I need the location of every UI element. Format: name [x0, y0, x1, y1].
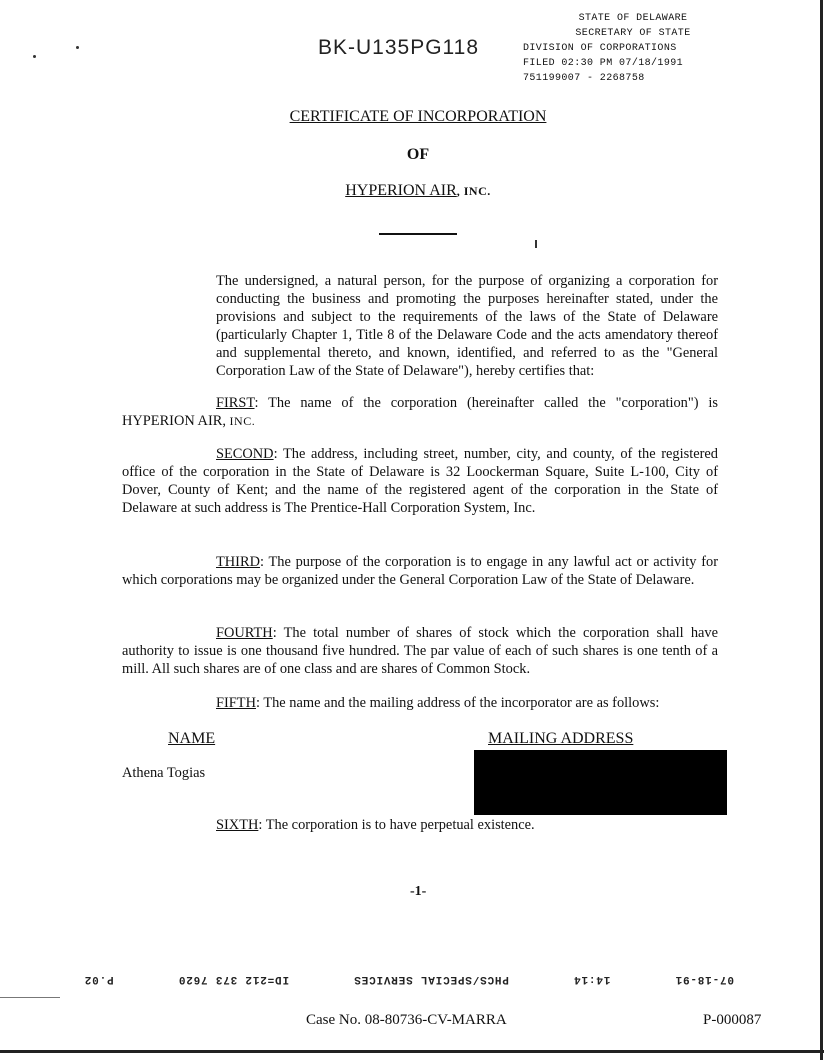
fax-page: P.02 — [84, 973, 114, 985]
bates-number: P-000087 — [703, 1012, 762, 1028]
fax-sender: PHCS/SPECIAL SERVICES — [353, 973, 509, 985]
address-column-header: MAILING ADDRESS — [488, 730, 634, 747]
article-suffix: INC. — [229, 414, 256, 428]
article-second — [122, 445, 718, 517]
intro-text: The undersigned, a natural person, for the purpose of organizing a corporation for conducting the business and promoting the purposes hereinafter stated, under the provisions and subject to the requirements of the laws of the State of Delaware (particularly Chapter 1, Title 8 of the Delaware Code and the acts amendatory thereof and supplemental thereto, and known, identified, and referred to as the "General Corporation Law of the State of Delaware"), hereby certifies that: — [216, 273, 718, 379]
article-fourth — [122, 624, 718, 678]
fax-id: ID=212 373 7620 — [178, 973, 290, 985]
stamp-line: DIVISION OF CORPORATIONS — [523, 43, 677, 54]
case-number: Case No. 08-80736-CV-MARRA — [306, 1012, 507, 1028]
article-fifth — [122, 694, 718, 712]
stamp-line: FILED 02:30 PM 07/18/1991 — [523, 58, 684, 69]
article-first-text — [122, 394, 718, 430]
article-body: : The corporation is to have perpetual existence. — [258, 817, 535, 833]
name-column-header: NAME — [168, 730, 216, 747]
article-first — [122, 394, 718, 430]
article-label: THIRD — [216, 554, 260, 570]
fax-date: 07-18-91 — [674, 973, 734, 985]
scan-speck — [33, 55, 36, 58]
article-fourth-text — [122, 624, 718, 678]
article-body: : The name of the corporation (hereinafter called the "corporation") is HYPERION AIR, — [122, 395, 718, 429]
article-body: : The name and the mailing address of the incorporator are as follows: — [255, 695, 660, 711]
company-title — [0, 182, 824, 200]
scan-speck — [535, 240, 537, 248]
company-suffix: , INC. — [456, 184, 491, 198]
article-third — [122, 553, 718, 589]
scan-border-bottom — [0, 1050, 824, 1053]
redaction-box — [474, 750, 727, 815]
article-label: SIXTH — [216, 817, 259, 833]
article-third-text — [122, 553, 718, 589]
article-label: FIRST — [216, 395, 255, 411]
incorporator-name: Athena Togias — [122, 765, 206, 781]
scan-speck — [76, 46, 79, 49]
page-number: -1- — [410, 884, 427, 899]
title-of: OF — [406, 146, 430, 163]
article-sixth — [216, 817, 535, 834]
article-fifth-text — [122, 694, 718, 712]
article-label: SECOND — [216, 446, 274, 462]
fax-time: 14:14 — [573, 973, 611, 985]
article-label: FIFTH — [216, 695, 256, 711]
book-page-number: BK-U135PG118 — [318, 36, 480, 59]
stamp-line: STATE OF DELAWARE — [578, 13, 688, 24]
document-title: CERTIFICATE OF INCORPORATION — [289, 108, 547, 125]
fax-header — [84, 973, 734, 985]
intro-paragraph — [122, 272, 718, 380]
article-body: : The address, including street, number, city, and county, of the registered office of the corporation in the State of Delaware is 32 Loockerman Square, Suite L-100, City of Dover, County of Kent; and the name of the registered agent of the corporation in the State of Delaware at such address is The Prentice-Hall Corporation System, Inc. — [122, 446, 718, 516]
company-name: HYPERION AIR — [345, 182, 457, 199]
scan-mark — [0, 997, 60, 998]
article-label: FOURTH — [216, 625, 273, 641]
filing-stamp — [523, 11, 713, 86]
stamp-line: SECRETARY OF STATE — [575, 28, 691, 39]
scan-border-right — [820, 0, 823, 1060]
article-body: : The total number of shares of stock which the corporation shall have authority to issue is one thousand five hundred. The par value of each of such shares is one tenth of a mill. All such shares are of one class and are shares of Common Stock. — [122, 625, 718, 677]
article-second-text — [122, 445, 718, 517]
title-divider — [379, 233, 457, 235]
stamp-line: 751199007 - 2268758 — [523, 73, 645, 84]
article-body: : The purpose of the corporation is to engage in any lawful act or activity for which corporations may be organized under the General Corporation Law of the State of Delaware. — [122, 554, 718, 588]
